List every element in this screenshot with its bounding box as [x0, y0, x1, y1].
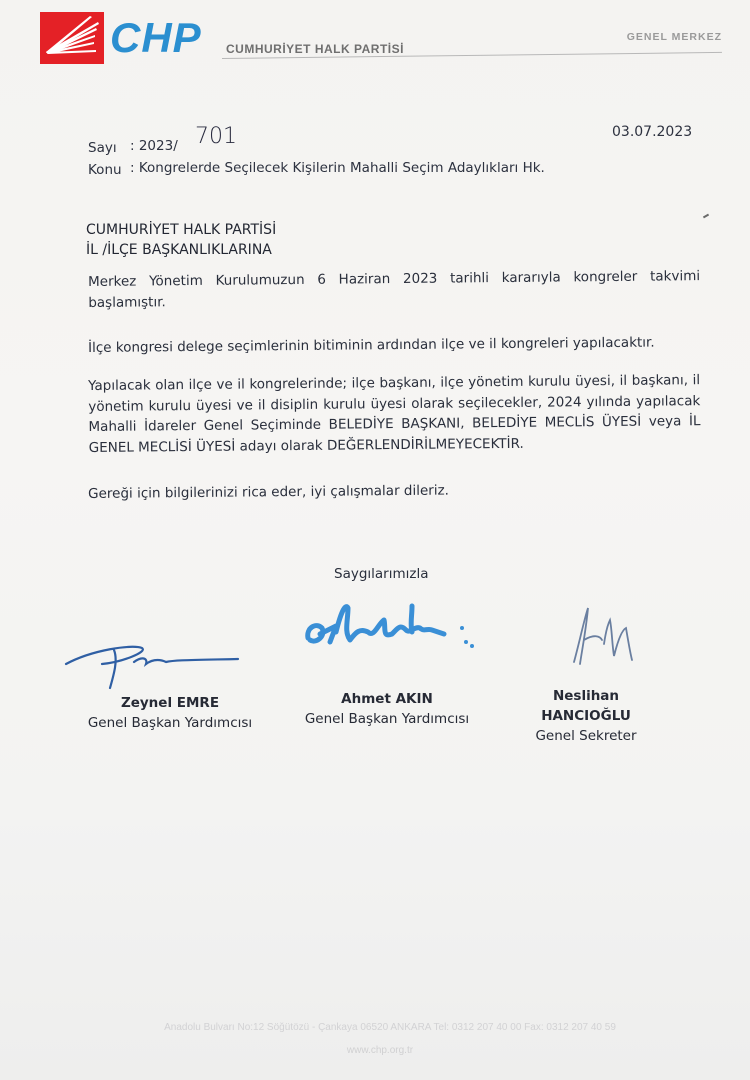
sayi-handwritten-number: 701: [195, 124, 237, 149]
body-paragraph-1: Merkez Yönetim Kurulumuzun 6 Haziran 2023 tarihli kararıyla kongreler takvimi başlamıştır.: [88, 268, 701, 311]
recipient-line-2: İL /İLÇE BAŞKANLIKLARINA: [86, 242, 272, 258]
signer-2-name: Ahmet AKIN: [341, 691, 433, 707]
konu-label: Konu: [88, 162, 122, 178]
signer-1-title: Genel Başkan Yardımcısı: [87, 715, 253, 731]
signer-3: [506, 686, 666, 746]
closing-text: Saygılarımızla: [334, 566, 429, 582]
sayi-label: Sayı: [88, 140, 117, 156]
signature-neslihan-hancioglu: [560, 600, 650, 670]
letter-date: 03.07.2023: [612, 124, 693, 140]
party-name: CUMHURİYET HALK PARTİSİ: [226, 42, 404, 56]
signer-1-name: Zeynel EMRE: [120, 695, 220, 711]
signature-ahmet-akin: [302, 598, 482, 658]
body-paragraph-3: Yapılacak olan ilçe ve il kongrelerinde; ilçe başkanı, ilçe yönetim kurulu üyesi, il başkanı, il yönetim kurulu üyesi ve il disiplin kurulu üyesi olarak seçilecekler, 2024 yılında yapılacak Mahalli İdareler Genel Seçiminde BELEDİYE BAŞKANI, BELEDİYE MECLİS ÜYESİ veya İL GENEL MECLİSİ ÜYESİ adayı olarak DEĞERLENDİRİLMEYECEKTİR.: [88, 372, 701, 456]
signer-2-title: Genel Başkan Yardımcısı: [304, 711, 470, 727]
konu-value: : Kongrelerde Seçilecek Kişilerin Mahalli Seçim Adaylıkları Hk.: [130, 160, 545, 176]
recipient-block: [86, 220, 276, 260]
chp-logo-flag-icon: [40, 12, 104, 64]
signer-3-name: Neslihan HANCIOĞLU: [541, 688, 631, 724]
office-label: GENEL MERKEZ: [626, 31, 722, 43]
body-paragraph-4: Gereği için bilgilerinizi rica eder, iyi çalışmalar dileriz.: [88, 482, 450, 502]
pen-mark: [703, 214, 709, 219]
signature-zeynel-emre: [62, 630, 242, 690]
signer-1: [84, 693, 256, 733]
footer-website: www.chp.org.tr: [346, 1045, 414, 1056]
body-paragraph-2: İlçe kongresi delege seçimlerinin bitiminin ardından ilçe ve il kongreleri yapılacaktır.: [88, 334, 655, 356]
sayi-value: : 2023/: [130, 138, 178, 154]
logo-text: CHP: [110, 14, 202, 61]
recipient-line-1: CUMHURİYET HALK PARTİSİ: [86, 222, 277, 238]
signer-3-title: Genel Sekreter: [535, 728, 637, 744]
signer-2: [298, 689, 476, 729]
footer-address: Anadolu Bulvarı No:12 Söğütözü - Çankaya 06520 ANKARA Tel: 0312 207 40 00 Fax: 0312 207 40 59: [164, 1022, 616, 1033]
